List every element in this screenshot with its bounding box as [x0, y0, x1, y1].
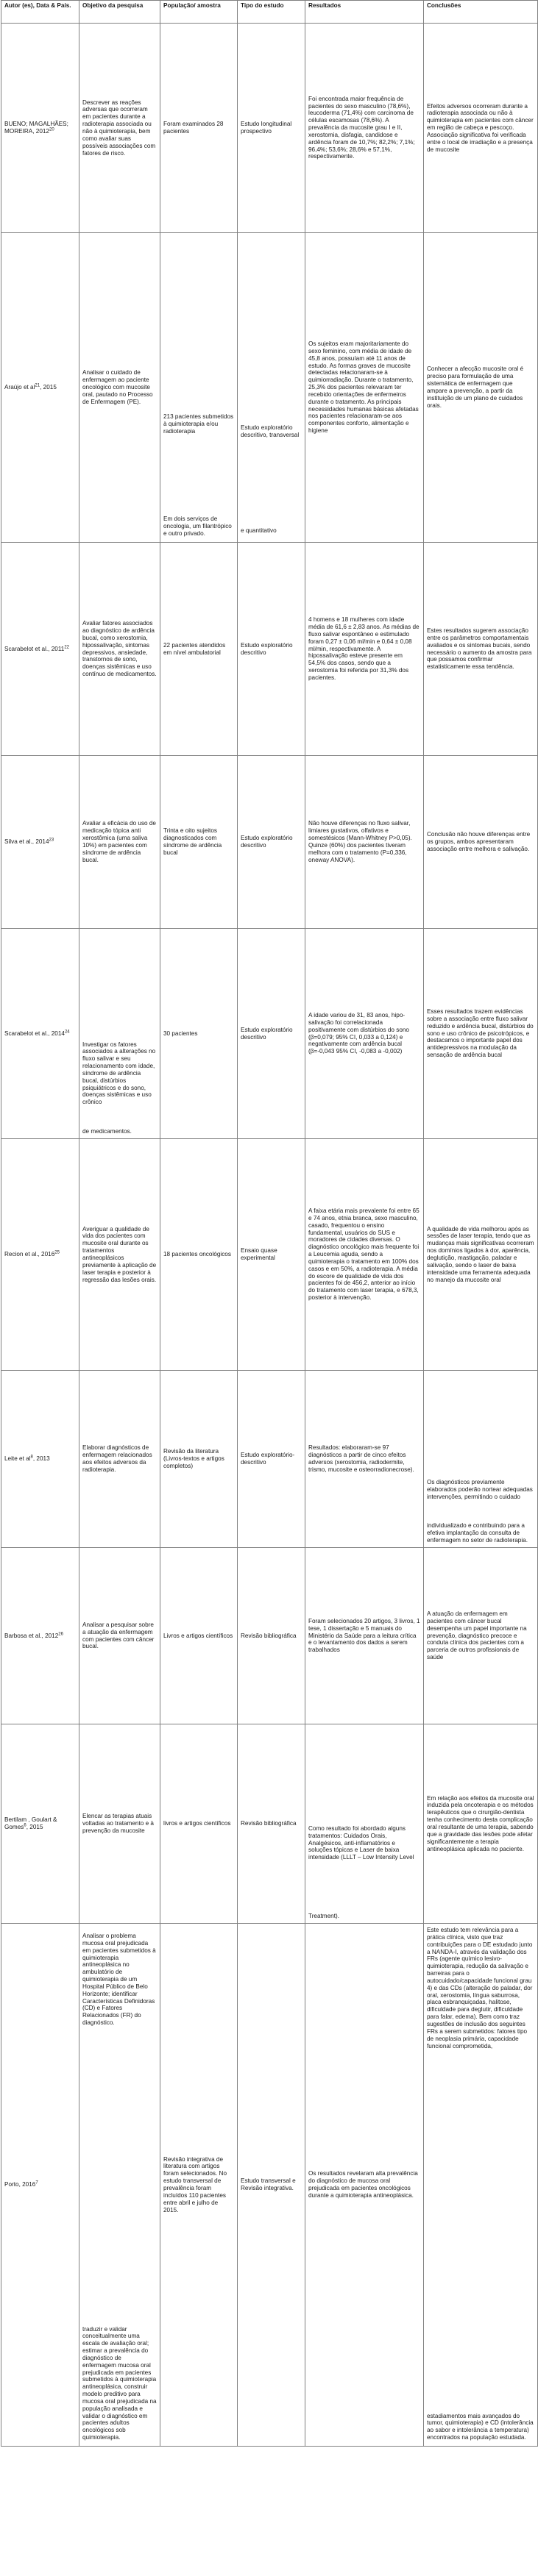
cell-conclusions: A atuação da enfermagem em pacientes com câncer bucal desempenha um papel importante na prevenção, diagnóstico precoce e conduta clínica dos pacientes com a parceria de outros profissionais de saúde: [424, 1548, 538, 1724]
cell-objective: Elaborar diagnósticos de enfermagem relacionados aos efeitos adversos da radioterapia.: [79, 1371, 160, 1548]
cell-results: A faixa etária mais prevalente foi entre 65 e 74 anos, etnia branca, sexo masculino, casado, frequentou o ensino fundamental, usuários do SUS e moradores de cidades diversas. O diagnóstico oncológico mais frequente foi a Leucemia aguda, sendo a quimioterapia o tratamento em 100% dos casos e em 50%, a radioterapia. A média do escore de qualidade de vida dos pacientes foi de 456,2, anterior ao início do tratamento com laser terapia, e 678,3, posterior à intervenção.: [305, 1139, 424, 1371]
cell-conclusions: Os diagnósticos previamente elaborados poderão nortear adequadas intervenções, permitindo o cuidado individualizado e contribuindo para a efetiva implantação da consulta de enfermagem no setor de radioterapia.: [424, 1371, 538, 1548]
cell-results: Os resultados revelaram alta prevalência do diagnóstico de mucosa oral prejudicada em pacientes oncológicos durante a quimioterapia antineoplásica.: [305, 1924, 424, 2447]
cell-population: 22 pacientes atendidos em nível ambulatorial: [160, 543, 238, 756]
cell-conclusions: Este estudo tem relevância para a prática clínica, visto que traz contribuições para o DE estudado junto a NANDA-I, através da validação dos FRs (agente químico lesivo-quimioterapia, redução da salivação e barreiras para o autocuidado/capacidade funcional grau 4) e das CDs (alteração do paladar, dor oral, xerostomia, língua saburrosa, placa esbranquiçadas, halitose, dificuldade para deglutir, dificuldade para falar, edema). Bem como traz sugestões de inclusão dos seguintes FRs a serem submetidos: fatores tipo de neoplasia primária, capacidade funcional comprometida, estadiamentos mais avançados do tumor, quimioterapia) e CD (intolerância ao sabor e intolerância a temperatura) encontrados na população estudada.: [424, 1924, 538, 2447]
cell-author: Scarabelot et al., 2014$^{24}$: [1, 929, 79, 1139]
table-row: [1, 1371, 538, 1548]
cell-objective: Descrever as reações adversas que ocorreram em pacientes durante a radioterapia associada ou não à quimioterapia, bem como avaliar suas possíveis associações com fatores de risco.: [79, 24, 160, 233]
header-results: Resultados: [305, 1, 424, 24]
studies-table: [1, 0, 538, 2447]
cell-results: Como resultado foi abordado alguns tratamentos: Cuidados Orais, Analgésicos, anti-inflamatórios e soluções tópicas e Laser de baixa intensidade (LLLT – Low Intensity Level Treatment).: [305, 1724, 424, 1924]
cell-results: A idade variou de 31, 83 anos, hipo-salivação foi correlacionada positivamente com distúrbios do sono (β=0,079; 95% CI, 0,033 a 0,124) e negativamente com ardência bucal (β=-0,043 95% CI, -0,083 a -0,002): [305, 929, 424, 1139]
cell-objective: Avaliar fatores associados ao diagnóstico de ardência bucal, como xerostomia, hipossalivação, sintomas depressivos, ansiedade, transtornos de sono, doenças sistêmicas e uso contínuo de medicamentos.: [79, 543, 160, 756]
cell-author: Recion et al., 2016$^{25}$: [1, 1139, 79, 1371]
cell-author: Porto, 2016$^7$: [1, 1924, 79, 2447]
cell-population: Foram examinados 28 pacientes: [160, 24, 238, 233]
cell-objective: Analisar a pesquisar sobre a atuação da enfermagem com pacientes com câncer bucal.: [79, 1548, 160, 1724]
cell-objective: Analisar o cuidado de enfermagem ao paciente oncológico com mucosite oral, pautado no Processo de Enfermagem (PE).: [79, 233, 160, 543]
cell-conclusions: Esses resultados trazem evidências sobre a associação entre fluxo salivar reduzido e ardência bucal, distúrbios do sono e uso crônico de psicotrópicos, e destacamos o importante papel dos antidepressivos na modulação da sensação de ardência bucal: [424, 929, 538, 1139]
cell-results: Resultados: elaboraram-se 97 diagnósticos a partir de cinco efeitos adversos (xerostomia, radiodermite, trismo, mucosite e osteorradionecrose).: [305, 1371, 424, 1548]
cell-study-type: Revisão bibliográfica: [238, 1548, 305, 1724]
header-author: Autor (es), Data & País.: [1, 1, 79, 24]
cell-population: 213 pacientes submetidos à quimioterapia e/ou radioterapia Em dois serviços de oncologia, um filantrópico e outro privado.: [160, 233, 238, 543]
cell-study-type: Estudo exploratório-descritivo: [238, 1371, 305, 1548]
cell-author: Bertilam , Goulart & Gomes$^6$, 2015: [1, 1724, 79, 1924]
table-row: [1, 1548, 538, 1724]
cell-population: Trinta e oito sujeitos diagnosticados com síndrome de ardência bucal: [160, 756, 238, 929]
cell-study-type: Revisão bibliográfica: [238, 1724, 305, 1924]
cell-population: Revisão da literatura (Livros-textos e artigos completos): [160, 1371, 238, 1548]
cell-conclusions: Efeitos adversos ocorreram durante a radioterapia associada ou não à quimioterapia em pacientes com câncer em região de cabeça e pescoço. Associação significativa foi verificada entre o local de irradiação e a presença de mucosite: [424, 24, 538, 233]
table-row: [1, 1724, 538, 1924]
cell-study-type: Estudo transversal e Revisão integrativa.: [238, 1924, 305, 2447]
cell-author: Araújo et $al^{21}$, 2015: [1, 233, 79, 543]
cell-objective: Analisar o problema mucosa oral prejudicada em pacientes submetidos à quimioterapia antineoplásica no ambulatório de quimioterapia de um Hospital Público de Belo Horizonte; identificar Características Definidoras (CD) e Fatores Relacionados (FR) do diagnóstico. traduzir e validar conceitualmente uma escala de avaliação oral; estimar a prevalência do diagnóstico de enfermagem mucosa oral prejudicada em pacientes submetidos à quimioterapia antineoplásica, construir modelo preditivo para mucosa oral prejudicada na população analisada e validar o diagnóstico em pacientes adultos oncológicos sob quimioterapia.: [79, 1924, 160, 2447]
cell-study-type: Estudo exploratório descritivo: [238, 929, 305, 1139]
cell-objective: Investigar os fatores associados a alterações no fluxo salivar e seu relacionamento com idade, síndrome de ardência bucal, distúrbios psiquiátricos e do sono, doenças sistêmicas e uso crônico de medicamentos.: [79, 929, 160, 1139]
cell-population: Livros e artigos científicos: [160, 1548, 238, 1724]
cell-conclusions: Em relação aos efeitos da mucosite oral induzida pela oncoterapia e os métodos terapêuticos que o cirurgião-dentista tenha conhecimento desta complicação oral resultante de uma terapia, sabendo que a gravidade das lesões pode afetar significantemente a terapia antineoplásica aplicada no paciente.: [424, 1724, 538, 1924]
cell-results: Os sujeitos eram majoritariamente do sexo feminino, com média de idade de 45,8 anos, possuíam até 11 anos de estudo. As formas graves de mucosite detectadas relacionaram-se à quimiorradiação. Durante o tratamento, 25,3% dos pacientes relevaram ter recebido orientações de enfermeiros durante o tratamento. As principais necessidades humanas básicas afetadas nos pacientes relacionaram-se aos componentes conforto, alimentação e higiene: [305, 233, 424, 543]
literature-review-document: [1, 0, 537, 2447]
cell-author: BUENO; MAGALHÃES; MOREIRA, 2012$^{20}$: [1, 24, 79, 233]
cell-study-type: Estudo exploratório descritivo, transversal e quantitativo: [238, 233, 305, 543]
table-row: [1, 233, 538, 543]
table-row: [1, 1139, 538, 1371]
cell-results: 4 homens e 18 mulheres com idade média de 61,6 ± 2,83 anos. As médias de fluxo salivar espontâneo e estimulado foram 0,27 ± 0,06 ml/min e 0,64 ± 0,08 ml/min, respectivamente. A hipossalivação esteve presente em 54,5% dos casos, sendo que a xerostomia foi referida por 31,3% dos pacientes.: [305, 543, 424, 756]
cell-study-type: Estudo exploratório descritivo: [238, 756, 305, 929]
header-population: População/ amostra: [160, 1, 238, 24]
cell-author: Silva et al., 2014$^{23}$: [1, 756, 79, 929]
header-conclusions: Conclusões: [424, 1, 538, 24]
cell-results: Não houve diferenças no fluxo salivar, limiares gustativos, olfativos e somestésicos (Mann-Whitney P>0,05). Quinze (60%) dos pacientes tiveram melhora com o tratamento (P=0,336, oneway ANOVA).: [305, 756, 424, 929]
cell-author: Scarabelot et al., 2011$^{22}$: [1, 543, 79, 756]
cell-author: Leite et $al^8$, 2013: [1, 1371, 79, 1548]
table-row: [1, 929, 538, 1139]
cell-objective: Avaliar a eficácia do uso de medicação tópica anti xerostômica (uma saliva 10%) em pacientes com síndrome de ardência bucal.: [79, 756, 160, 929]
header-objective: Objetivo da pesquisa: [79, 1, 160, 24]
cell-objective: Elencar as terapias atuais voltadas ao tratamento e à prevenção da mucosite: [79, 1724, 160, 1924]
cell-author: Barbosa et al., 2012$^{26}$: [1, 1548, 79, 1724]
table-row: [1, 1924, 538, 2447]
cell-population: Revisão integrativa de literatura com artigos foram selecionados. No estudo transversal de prevalência foram incluídos 110 pacientes entre abril e julho de 2015.: [160, 1924, 238, 2447]
cell-population: 18 pacientes oncológicos: [160, 1139, 238, 1371]
cell-study-type: Ensaio quase experimental: [238, 1139, 305, 1371]
cell-study-type: Estudo exploratório descritivo: [238, 543, 305, 756]
cell-conclusions: Estes resultados sugerem associação entre os parâmetros comportamentais avaliados e os sintomas bucais, sendo necessário o aumento da amostra para que possamos confirmar estatisticamente essa tendência.: [424, 543, 538, 756]
table-header-row: [1, 1, 538, 24]
table-row: [1, 756, 538, 929]
cell-conclusions: A qualidade de vida melhorou após as sessões de laser terapia, tendo que as mudanças mais significativas ocorreram nos domínios ligados à dor, aparência, deglutição, mastigação, paladar e salivação, sendo o laser de baixa intensidade uma ferramenta adequada no manejo da mucosite oral: [424, 1139, 538, 1371]
cell-results: Foi encontrada maior frequência de pacientes do sexo masculino (78,6%), leucoderma (71,4%) com carcinoma de células escamosas (78,6%). A prevalência da mucosite grau I e II, xerostomia, disfagia, candidose e ardência foram de 10,7%; 82,2%; 7,1%; 96,4%; 53,6%; 28,6% e 57,1%, respectivamente.: [305, 24, 424, 233]
cell-study-type: Estudo longitudinal prospectivo: [238, 24, 305, 233]
table-row: [1, 24, 538, 233]
table-row: [1, 543, 538, 756]
cell-results: Foram selecionados 20 artigos, 3 livros, 1 tese, 1 dissertação e 5 manuais do Ministério da Saúde para a leitura crítica e o levantamento dos dados a serem trabalhados: [305, 1548, 424, 1724]
cell-objective: Averiguar a qualidade de vida dos pacientes com mucosite oral durante os tratamentos antineoplásicos previamente à aplicação de laser terapia e posterior à regressão das lesões orais.: [79, 1139, 160, 1371]
cell-conclusions: Conhecer a afecção mucosite oral é preciso para formulação de uma sistemática de enfermagem que ampare a prevenção, a partir da instituição de um plano de cuidados orais.: [424, 233, 538, 543]
header-study-type: Tipo do estudo: [238, 1, 305, 24]
cell-population: 30 pacientes: [160, 929, 238, 1139]
cell-conclusions: Conclusão não houve diferenças entre os grupos, ambos apresentaram associação entre melhora e salivação.: [424, 756, 538, 929]
cell-population: livros e artigos científicos: [160, 1724, 238, 1924]
